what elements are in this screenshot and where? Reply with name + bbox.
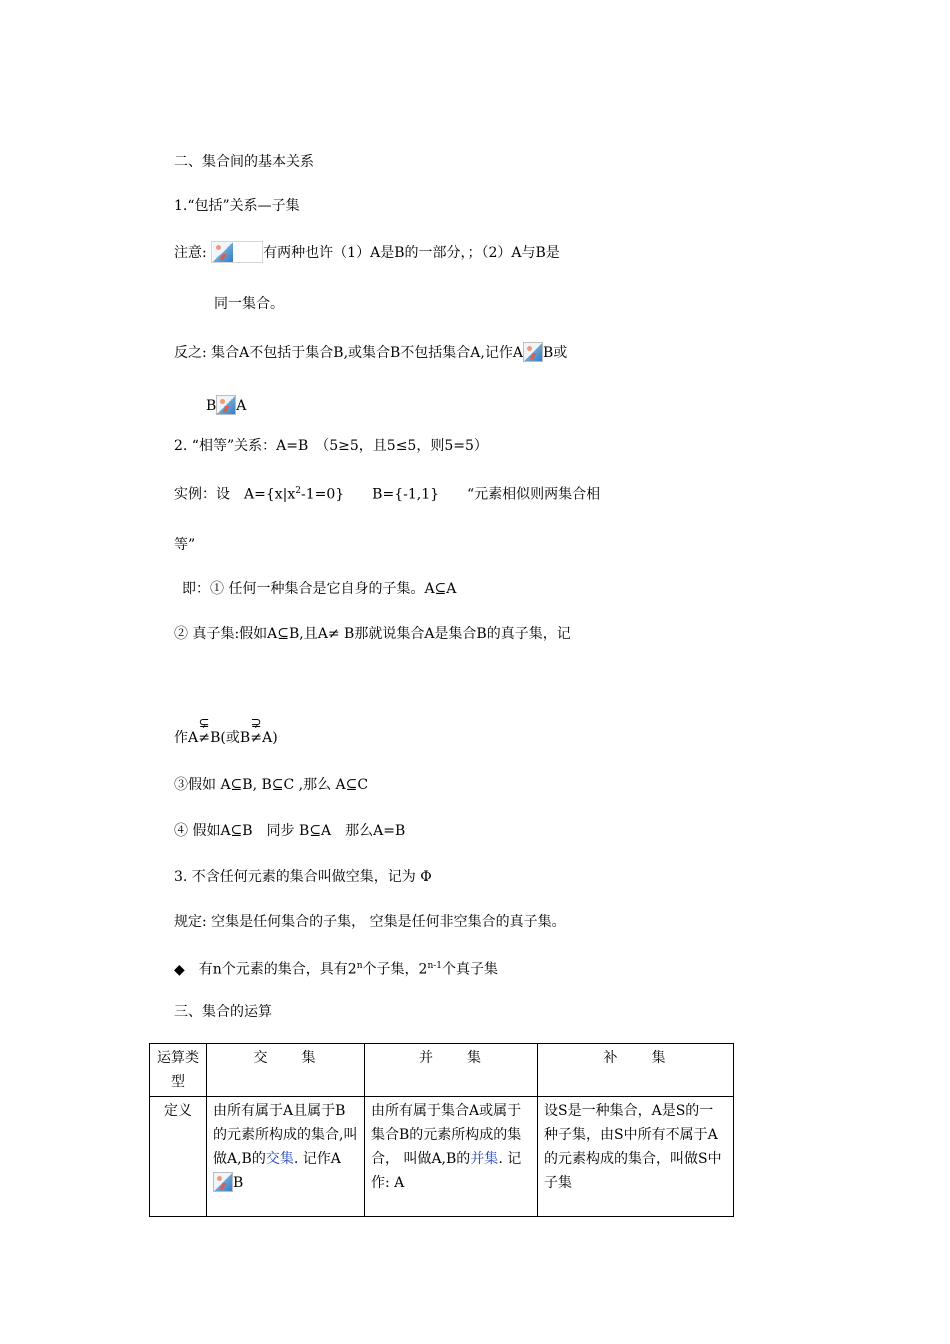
complement-definition: 设S是一种集合，A是S的一种子集，由S中所有不属于A的元素构成的集合，叫做S中子集 xyxy=(538,1097,734,1217)
diamond-bullet-icon: ◆ xyxy=(174,961,185,978)
converse-text: 反之: 集合A不包括于集合B,或集合B不包括集合A,记作A xyxy=(174,345,523,361)
proper-subset-notation xyxy=(174,716,278,748)
converse-b: B或 xyxy=(542,345,568,361)
proper-subset-symbol: ⊊ ≠ xyxy=(198,716,210,746)
union-link[interactable]: 并集 xyxy=(470,1151,499,1167)
self-subset-line: 即：① 任何一种集合是它自身的子集。A⊆A xyxy=(182,581,457,597)
header-op-type: 运算类型 xyxy=(150,1044,207,1097)
example-a: 实例：设 A={x|x xyxy=(174,486,296,503)
table-row xyxy=(150,1097,734,1217)
empty-set-heading: 3. 不含任何元素的集合叫做空集，记为 Φ xyxy=(174,869,432,885)
bullet-sup2: n-1 xyxy=(427,961,443,971)
set-operations-table xyxy=(149,1043,734,1217)
header-complement: 补 集 xyxy=(538,1044,734,1097)
example-sup: 2 xyxy=(295,486,301,496)
note-continuation: 同一集合。 xyxy=(214,296,284,312)
item-equal-heading: 2. “相等”关系：A=B （5≥5，且5≤5，则5=5） xyxy=(174,438,488,454)
converse-line xyxy=(174,342,567,363)
table-header-row xyxy=(150,1044,734,1097)
proper-superset-symbol: ⊋ ≠ xyxy=(250,716,263,746)
bullet-line xyxy=(174,956,498,980)
header-union: 并 集 xyxy=(365,1044,538,1097)
bullet-a: 有n个元素的集合，具有2 xyxy=(198,961,357,978)
formula-image-icon xyxy=(211,241,263,263)
converse2-b: B xyxy=(206,398,217,414)
example-line xyxy=(174,481,600,505)
bullet-sup1: n xyxy=(356,961,363,971)
bullet-c: 个真子集 xyxy=(442,961,499,978)
converse2-a: A xyxy=(236,398,247,414)
formula-image-icon xyxy=(523,342,543,362)
note-label: 注意: xyxy=(174,245,207,261)
equality-line: ④ 假如A⊆B 同步 B⊆A 那么A=B xyxy=(174,823,406,839)
proper2-c: A) xyxy=(262,730,278,746)
proper2-b: B(或B xyxy=(210,730,251,746)
section-heading: 二、集合间的基本关系 xyxy=(174,154,314,170)
intersection-definition: 由所有属于A且属于B的元素所构成的集合,叫做A,B的交集. 记作AB xyxy=(207,1097,365,1217)
example-b: -1=0} B={-1,1} “元素相似则两集合相 xyxy=(301,486,601,503)
item-subset-heading: 1.“包括”关系—子集 xyxy=(174,198,300,214)
row-label-definition: 定义 xyxy=(150,1097,207,1217)
note-text: 有两种也许（1）A是B的一部分，；（2）A与B是 xyxy=(263,245,560,261)
header-intersection: 交 集 xyxy=(207,1044,365,1097)
intersection-link[interactable]: 交集 xyxy=(265,1151,294,1167)
note-line xyxy=(174,241,560,263)
bullet-b: 个子集，2 xyxy=(362,961,428,978)
converse-continuation xyxy=(206,395,246,416)
proper2-a: 作A xyxy=(174,730,199,746)
section-heading: 三、集合的运算 xyxy=(174,1004,272,1020)
rule-line: 规定: 空集是任何集合的子集， 空集是任何非空集合的真子集。 xyxy=(174,914,566,930)
proper-subset-line: ② 真子集:假如A⊆B,且A≠ B那就说集合A是集合B的真子集，记 xyxy=(174,626,571,642)
formula-image-icon xyxy=(213,1172,233,1192)
formula-image-icon xyxy=(216,395,236,415)
transitive-line: ③假如 A⊆B, B⊆C ,那么 A⊆C xyxy=(174,777,369,793)
example-continuation: 等” xyxy=(174,537,196,553)
union-definition: 由所有属于集合A或属于集合B的元素所构成的集合， 叫做A,B的并集. 记作: A xyxy=(365,1097,538,1217)
